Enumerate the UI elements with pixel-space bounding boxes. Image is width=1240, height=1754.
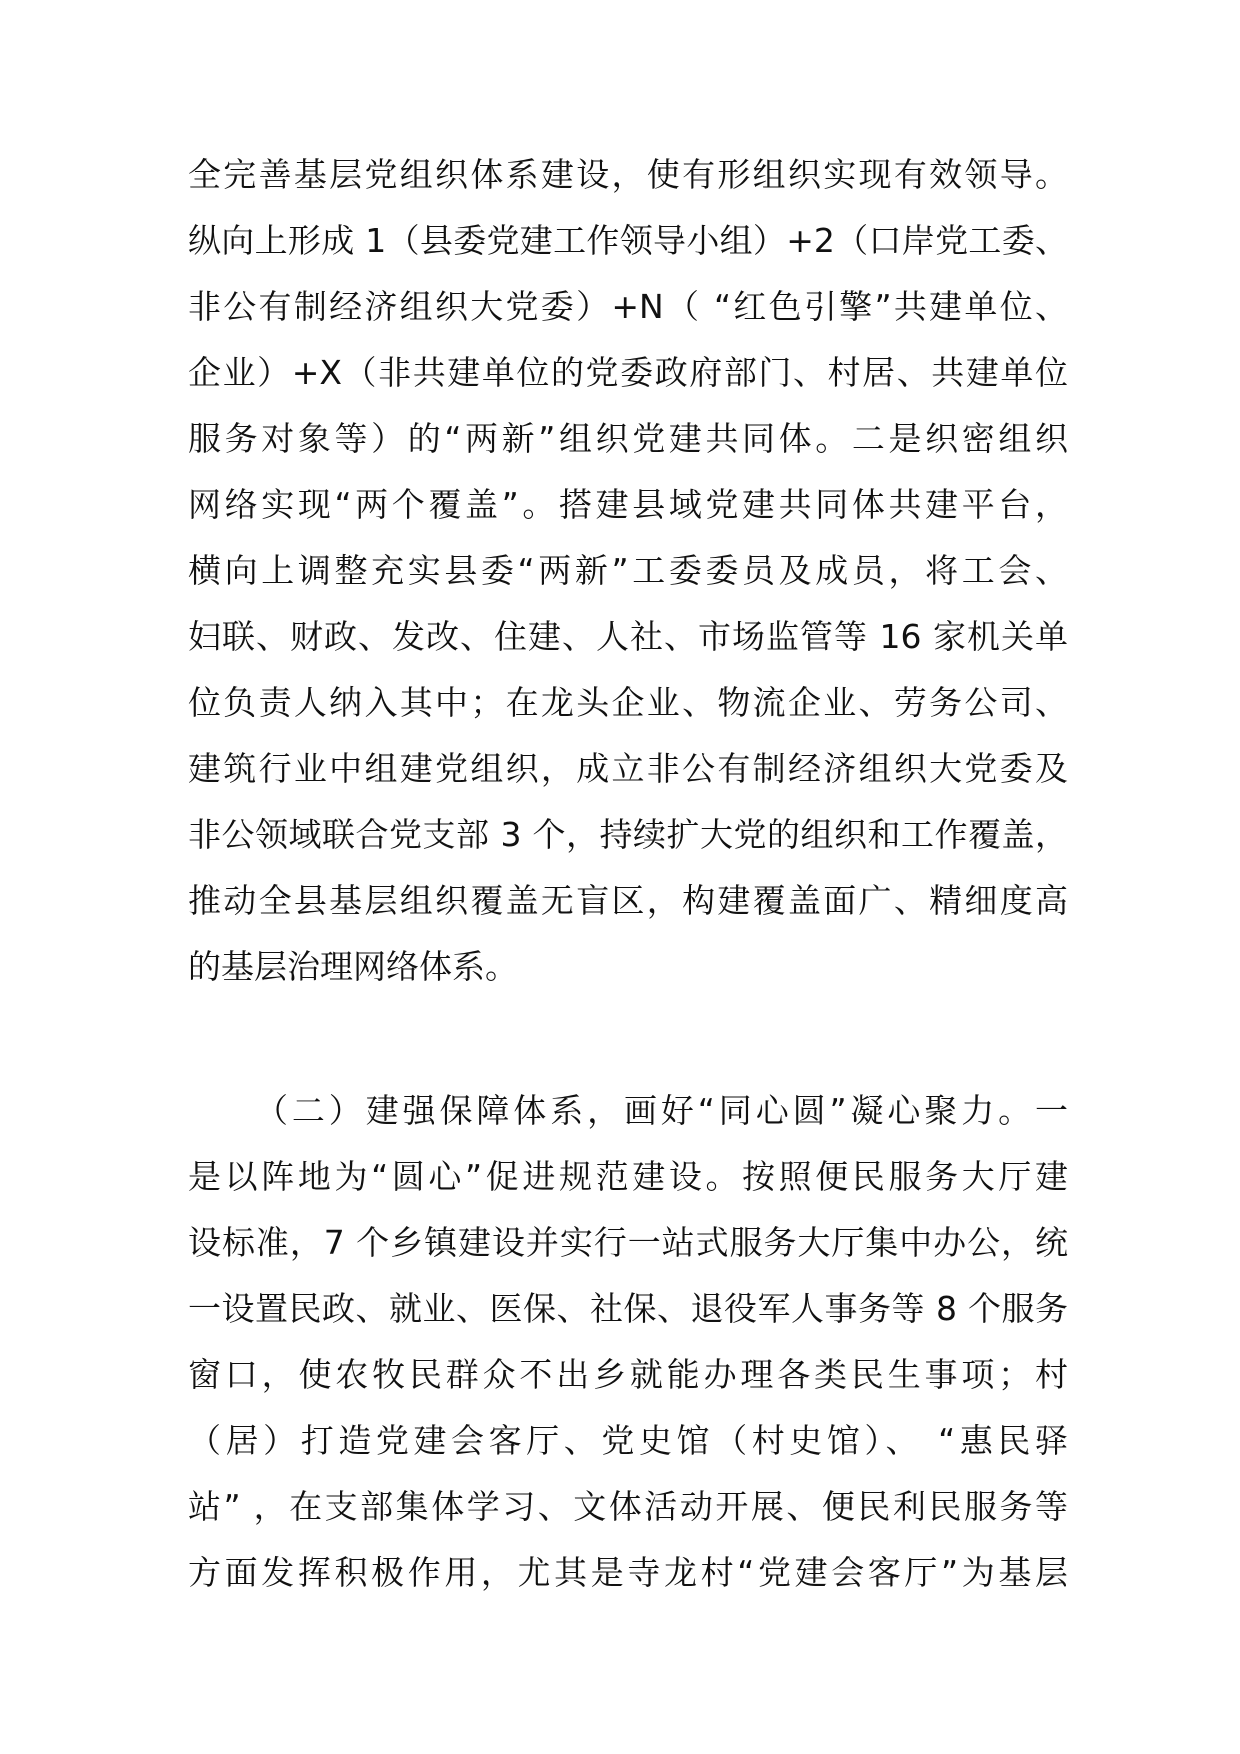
- paragraph-1-line: 横向上调整充实县委“两新”工委委员及成员，将工会、: [188, 551, 1068, 590]
- paragraph-1-line: 网络实现“两个覆盖”。搭建县域党建共同体共建平台，: [188, 485, 1068, 524]
- paragraph-1-line: 企业）+X（非共建单位的党委政府部门、村居、共建单位: [188, 353, 1068, 392]
- paragraph-1-line: 位负责人纳入其中；在龙头企业、物流企业、劳务公司、: [188, 683, 1068, 722]
- paragraph-1-line: 推动全县基层组织覆盖无盲区，构建覆盖面广、精细度高: [188, 881, 1068, 920]
- paragraph-2-line: 一设置民政、就业、医保、社保、退役军人事务等 8 个服务: [188, 1289, 1068, 1328]
- paragraph-1-line: 妇联、财政、发改、住建、人社、市场监管等 16 家机关单: [188, 617, 1068, 656]
- paragraph-2-line: 设标准，7 个乡镇建设并实行一站式服务大厅集中办公，统: [188, 1223, 1068, 1262]
- paragraph-2-line: 站” ，在支部集体学习、文体活动开展、便民利民服务等: [188, 1487, 1068, 1526]
- paragraph-1-line: 建筑行业中组建党组织，成立非公有制经济组织大党委及: [188, 749, 1068, 788]
- paragraph-1-line: 非公领域联合党支部 3 个，持续扩大党的组织和工作覆盖，: [188, 815, 1068, 854]
- paragraph-2-line: 方面发挥积极作用，尤其是寺龙村“党建会客厅”为基层: [188, 1553, 1068, 1592]
- paragraph-1-line: 的基层治理网络体系。: [188, 947, 518, 986]
- paragraph-2-line: （居）打造党建会客厅、党史馆（村史馆）、 “惠民驿: [188, 1421, 1068, 1460]
- paragraph-2-line: 窗口，使农牧民群众不出乡就能办理各类民生事项；村: [188, 1355, 1068, 1394]
- paragraph-1-line: 全完善基层党组织体系建设，使有形组织实现有效领导。: [188, 155, 1068, 194]
- paragraph-1-line: 非公有制经济组织大党委）+N（ “红色引擎”共建单位、: [188, 287, 1068, 326]
- paragraph-1-line: 纵向上形成 1（县委党建工作领导小组）+2（口岸党工委、: [188, 221, 1068, 260]
- paragraph-2-line: （二）建强保障体系，画好“同心圆”凝心聚力。一: [255, 1091, 1068, 1130]
- paragraph-1-line: 服务对象等）的“两新”组织党建共同体。二是织密组织: [188, 419, 1068, 458]
- paragraph-2-line: 是以阵地为“圆心”促进规范建设。按照便民服务大厅建: [188, 1157, 1068, 1196]
